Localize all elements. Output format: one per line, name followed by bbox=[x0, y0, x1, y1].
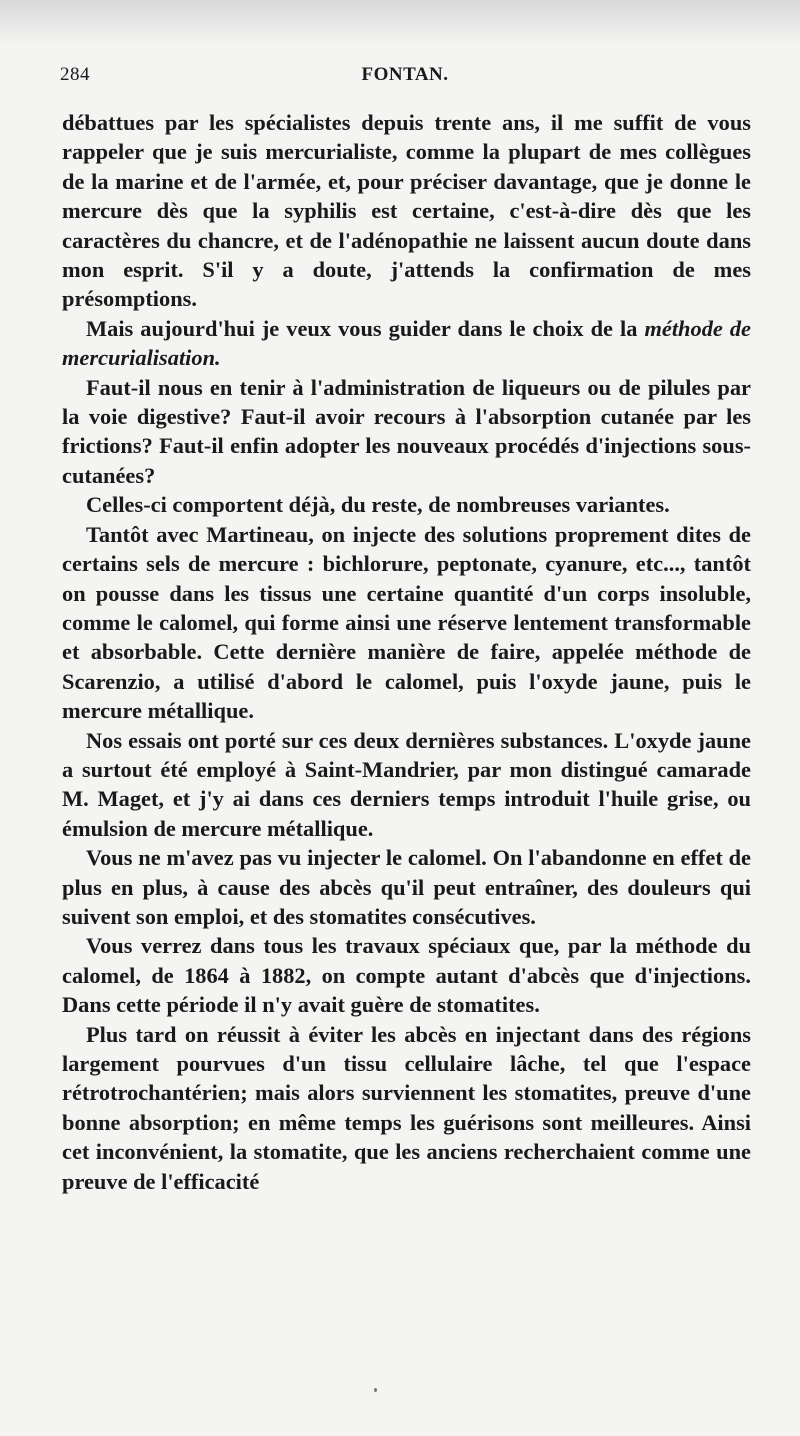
paragraph-8: Vous verrez dans tous les travaux spéciaux que, par la méthode du calomel, de 1864 à 1882, on compte autant d'abcès que d'injections. Dans cette période il n'y avait guère de stomatites. bbox=[62, 933, 751, 1018]
paragraph-4: Celles-ci comportent déjà, du reste, de nombreuses variantes. bbox=[86, 492, 670, 518]
paragraph-2-emphasis: méthode de mercurialisation. bbox=[62, 315, 751, 371]
paragraph-3: Faut-il nous en tenir à l'administration de liqueurs ou de pilules par la voie digestive? Faut-il avoir recours à l'absorption cutanée par les frictions? Faut-il enfin adopter les nouveaux procédés d'injections sous-cutanées? bbox=[62, 374, 751, 488]
running-title: FONTAN. bbox=[361, 64, 449, 85]
paragraph-6: Nos essais ont porté sur ces deux dernières substances. L'oxyde jaune a surtout été employé à Saint-Mandrier, par mon distingué camarade M. Maget, et j'y ai dans ces derniers temps introduit l'huile grise, ou émulsion de mercure métallique. bbox=[62, 727, 751, 841]
paragraph-9: Plus tard on réussit à éviter les abcès en injectant dans des régions largement pourvues d'un tissu cellulaire lâche, tel que l'espace rétrotrochantérien; mais alors surviennent les stomatites, preuve d'une bonne absorption; en même temps les guérisons sont meilleures. Ainsi cet inconvénient, la stomatite, que les anciens recherchaient comme une preuve de l'efficacité bbox=[62, 1021, 751, 1194]
paragraph-2 bbox=[62, 314, 751, 373]
page-number: 284 bbox=[60, 64, 90, 85]
paragraph-2-text: Mais aujourd'hui je veux vous guider dans le choix de la bbox=[86, 315, 645, 341]
ink-speck bbox=[374, 1388, 377, 1392]
paragraph-5: Tantôt avec Martineau, on injecte des solutions proprement dites de certains sels de mercure : bichlorure, peptonate, cyanure, etc..., tantôt on pousse dans les tissus une certaine quantité d'un corps insoluble, comme le calomel, qui forme ainsi une réserve lentement transformable et absorbable. Cette dernière manière de faire, appelée méthode de Scarenzio, a utilisé d'abord le calomel, puis l'oxyde jaune, puis le mercure métallique. bbox=[62, 521, 751, 724]
running-header bbox=[60, 64, 750, 92]
body-text bbox=[62, 108, 751, 1196]
scan-shadow bbox=[0, 0, 800, 44]
paragraph-1: débattues par les spécialistes depuis trente ans, il me suffit de vous rappeler que je suis mercurialiste, comme la plupart de mes collègues de la marine et de l'armée, et, pour préciser davantage, que je donne le mercure dès que la syphilis est certaine, c'est-à-dire dès que les caractères du chancre, et de l'adénopathie ne laissent aucun doute dans mon esprit. S'il y a doute, j'attends la confirmation de mes présomptions. bbox=[62, 110, 751, 312]
paragraph-7: Vous ne m'avez pas vu injecter le calomel. On l'abandonne en effet de plus en plus, à cause des abcès qu'il peut entraîner, des douleurs qui suivent son emploi, et des stomatites consécutives. bbox=[62, 845, 751, 929]
